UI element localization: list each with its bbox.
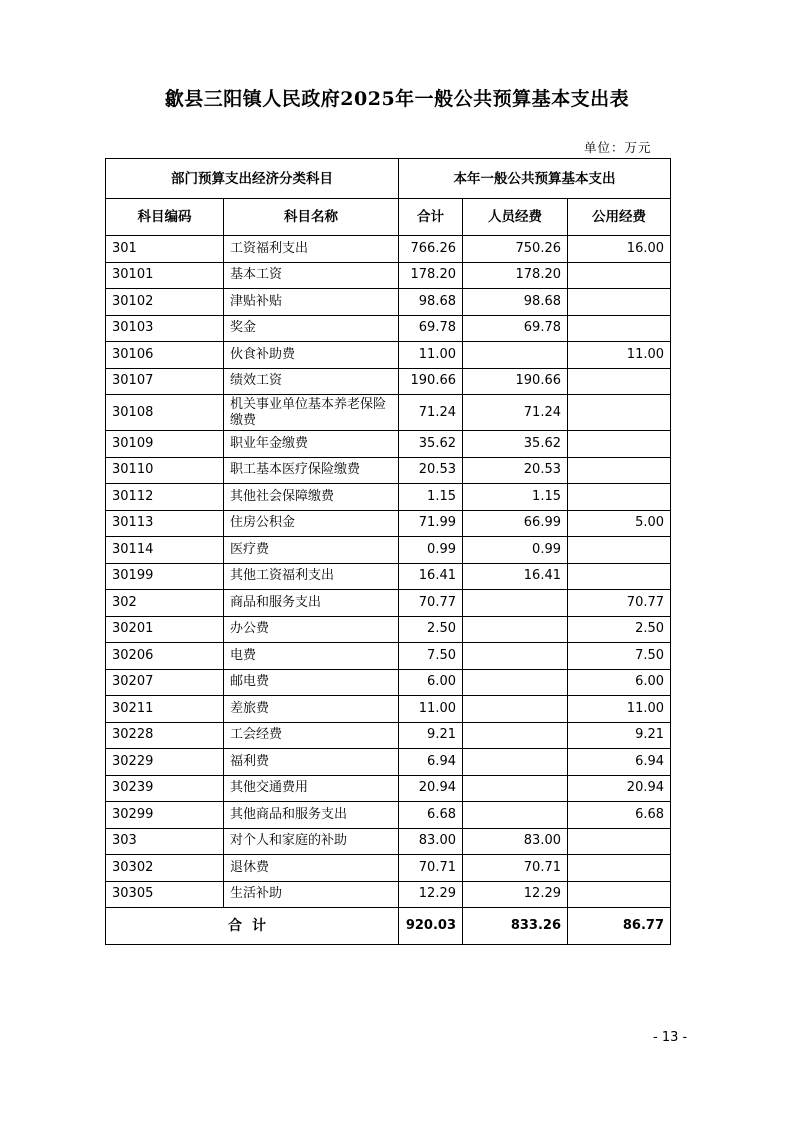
row-code: 30206 bbox=[106, 643, 224, 670]
row-total: 9.21 bbox=[399, 722, 463, 749]
row-personnel bbox=[463, 342, 568, 369]
row-code: 30101 bbox=[106, 262, 224, 289]
row-code: 30107 bbox=[106, 368, 224, 395]
row-total: 70.77 bbox=[399, 590, 463, 617]
row-code: 30102 bbox=[106, 289, 224, 316]
row-total: 6.00 bbox=[399, 669, 463, 696]
row-code: 30239 bbox=[106, 775, 224, 802]
row-name: 其他交通费用 bbox=[224, 775, 399, 802]
row-total: 71.99 bbox=[399, 510, 463, 537]
row-name: 退休费 bbox=[224, 855, 399, 882]
totals-public: 86.77 bbox=[568, 908, 671, 945]
row-code: 30103 bbox=[106, 315, 224, 342]
row-personnel bbox=[463, 643, 568, 670]
row-code: 30228 bbox=[106, 722, 224, 749]
row-public bbox=[568, 315, 671, 342]
table-row bbox=[106, 881, 671, 908]
header-total: 合计 bbox=[399, 199, 463, 236]
row-personnel: 83.00 bbox=[463, 828, 568, 855]
row-total: 1.15 bbox=[399, 484, 463, 511]
row-personnel: 12.29 bbox=[463, 881, 568, 908]
row-code: 30109 bbox=[106, 431, 224, 458]
row-code: 30305 bbox=[106, 881, 224, 908]
row-code: 30199 bbox=[106, 563, 224, 590]
table-row bbox=[106, 368, 671, 395]
row-name: 职业年金缴费 bbox=[224, 431, 399, 458]
header-name: 科目名称 bbox=[224, 199, 399, 236]
row-total: 83.00 bbox=[399, 828, 463, 855]
table-row bbox=[106, 802, 671, 829]
row-total: 178.20 bbox=[399, 262, 463, 289]
header-group-right: 本年一般公共预算基本支出 bbox=[399, 159, 671, 199]
table-row bbox=[106, 431, 671, 458]
row-name: 住房公积金 bbox=[224, 510, 399, 537]
header-group-left: 部门预算支出经济分类科目 bbox=[106, 159, 399, 199]
row-personnel: 16.41 bbox=[463, 563, 568, 590]
row-personnel: 35.62 bbox=[463, 431, 568, 458]
row-code: 30106 bbox=[106, 342, 224, 369]
row-total: 11.00 bbox=[399, 696, 463, 723]
row-public: 11.00 bbox=[568, 696, 671, 723]
row-name: 电费 bbox=[224, 643, 399, 670]
row-total: 12.29 bbox=[399, 881, 463, 908]
row-personnel bbox=[463, 802, 568, 829]
row-total: 71.24 bbox=[399, 395, 463, 431]
row-total: 7.50 bbox=[399, 643, 463, 670]
row-public: 7.50 bbox=[568, 643, 671, 670]
row-total: 70.71 bbox=[399, 855, 463, 882]
row-personnel: 70.71 bbox=[463, 855, 568, 882]
row-total: 11.00 bbox=[399, 342, 463, 369]
totals-label: 合计 bbox=[106, 908, 399, 945]
row-code: 30302 bbox=[106, 855, 224, 882]
row-public bbox=[568, 484, 671, 511]
table-row bbox=[106, 236, 671, 263]
budget-table bbox=[105, 158, 671, 945]
row-code: 30207 bbox=[106, 669, 224, 696]
row-total: 190.66 bbox=[399, 368, 463, 395]
row-code: 30114 bbox=[106, 537, 224, 564]
row-total: 69.78 bbox=[399, 315, 463, 342]
row-name: 绩效工资 bbox=[224, 368, 399, 395]
row-code: 30201 bbox=[106, 616, 224, 643]
table-row bbox=[106, 722, 671, 749]
row-total: 98.68 bbox=[399, 289, 463, 316]
row-public: 11.00 bbox=[568, 342, 671, 369]
row-total: 6.94 bbox=[399, 749, 463, 776]
table-row bbox=[106, 696, 671, 723]
row-total: 35.62 bbox=[399, 431, 463, 458]
row-name: 津贴补贴 bbox=[224, 289, 399, 316]
row-name: 工资福利支出 bbox=[224, 236, 399, 263]
row-name: 医疗费 bbox=[224, 537, 399, 564]
row-name: 伙食补助费 bbox=[224, 342, 399, 369]
row-name: 生活补助 bbox=[224, 881, 399, 908]
row-public: 6.68 bbox=[568, 802, 671, 829]
totals-personnel: 833.26 bbox=[463, 908, 568, 945]
row-name: 工会经费 bbox=[224, 722, 399, 749]
row-personnel: 750.26 bbox=[463, 236, 568, 263]
row-public bbox=[568, 537, 671, 564]
row-name: 其他社会保障缴费 bbox=[224, 484, 399, 511]
table-row bbox=[106, 457, 671, 484]
row-personnel: 98.68 bbox=[463, 289, 568, 316]
row-name: 商品和服务支出 bbox=[224, 590, 399, 617]
row-code: 30299 bbox=[106, 802, 224, 829]
table-row bbox=[106, 616, 671, 643]
table-row bbox=[106, 828, 671, 855]
row-code: 30211 bbox=[106, 696, 224, 723]
table-row bbox=[106, 775, 671, 802]
row-code: 301 bbox=[106, 236, 224, 263]
totals-row bbox=[106, 908, 671, 945]
row-name: 差旅费 bbox=[224, 696, 399, 723]
row-personnel bbox=[463, 722, 568, 749]
row-name: 其他工资福利支出 bbox=[224, 563, 399, 590]
row-public: 20.94 bbox=[568, 775, 671, 802]
row-personnel bbox=[463, 616, 568, 643]
row-code: 303 bbox=[106, 828, 224, 855]
row-personnel bbox=[463, 696, 568, 723]
row-public bbox=[568, 368, 671, 395]
row-code: 30110 bbox=[106, 457, 224, 484]
row-personnel bbox=[463, 775, 568, 802]
table-row bbox=[106, 484, 671, 511]
row-public: 70.77 bbox=[568, 590, 671, 617]
row-name: 福利费 bbox=[224, 749, 399, 776]
row-code: 30113 bbox=[106, 510, 224, 537]
row-public bbox=[568, 828, 671, 855]
page-number: - 13 - bbox=[653, 1030, 688, 1045]
page-title: 歙县三阳镇人民政府2025年一般公共预算基本支出表 bbox=[164, 88, 630, 110]
table-row bbox=[106, 537, 671, 564]
row-code: 30108 bbox=[106, 395, 224, 431]
row-name: 其他商品和服务支出 bbox=[224, 802, 399, 829]
table-row bbox=[106, 669, 671, 696]
table-row bbox=[106, 563, 671, 590]
row-public: 5.00 bbox=[568, 510, 671, 537]
row-personnel: 66.99 bbox=[463, 510, 568, 537]
row-total: 2.50 bbox=[399, 616, 463, 643]
table-row bbox=[106, 395, 671, 431]
row-public: 16.00 bbox=[568, 236, 671, 263]
row-code: 302 bbox=[106, 590, 224, 617]
table-row bbox=[106, 262, 671, 289]
row-name: 对个人和家庭的补助 bbox=[224, 828, 399, 855]
row-personnel: 20.53 bbox=[463, 457, 568, 484]
row-code: 30229 bbox=[106, 749, 224, 776]
row-personnel: 0.99 bbox=[463, 537, 568, 564]
row-total: 0.99 bbox=[399, 537, 463, 564]
totals-total: 920.03 bbox=[399, 908, 463, 945]
row-personnel: 190.66 bbox=[463, 368, 568, 395]
table-row bbox=[106, 590, 671, 617]
row-personnel: 178.20 bbox=[463, 262, 568, 289]
table-row bbox=[106, 342, 671, 369]
table-row bbox=[106, 855, 671, 882]
row-name: 基本工资 bbox=[224, 262, 399, 289]
unit-label: 单位：万元 bbox=[584, 140, 652, 155]
row-personnel bbox=[463, 669, 568, 696]
row-code: 30112 bbox=[106, 484, 224, 511]
row-total: 6.68 bbox=[399, 802, 463, 829]
row-total: 766.26 bbox=[399, 236, 463, 263]
row-total: 16.41 bbox=[399, 563, 463, 590]
row-personnel: 1.15 bbox=[463, 484, 568, 511]
row-public bbox=[568, 431, 671, 458]
header-public: 公用经费 bbox=[568, 199, 671, 236]
row-public bbox=[568, 262, 671, 289]
table-row bbox=[106, 289, 671, 316]
header-code: 科目编码 bbox=[106, 199, 224, 236]
row-total: 20.53 bbox=[399, 457, 463, 484]
row-total: 20.94 bbox=[399, 775, 463, 802]
row-public bbox=[568, 395, 671, 431]
row-name: 邮电费 bbox=[224, 669, 399, 696]
row-public bbox=[568, 855, 671, 882]
row-personnel: 69.78 bbox=[463, 315, 568, 342]
row-public: 9.21 bbox=[568, 722, 671, 749]
table-row bbox=[106, 510, 671, 537]
row-personnel bbox=[463, 590, 568, 617]
row-personnel bbox=[463, 749, 568, 776]
row-public: 2.50 bbox=[568, 616, 671, 643]
table-body bbox=[106, 236, 671, 908]
row-public bbox=[568, 881, 671, 908]
row-name: 奖金 bbox=[224, 315, 399, 342]
row-name: 机关事业单位基本养老保险缴费 bbox=[224, 395, 399, 431]
header-personnel: 人员经费 bbox=[463, 199, 568, 236]
row-public bbox=[568, 289, 671, 316]
row-public bbox=[568, 563, 671, 590]
row-public bbox=[568, 457, 671, 484]
row-name: 职工基本医疗保险缴费 bbox=[224, 457, 399, 484]
row-public: 6.00 bbox=[568, 669, 671, 696]
table-row bbox=[106, 749, 671, 776]
row-name: 办公费 bbox=[224, 616, 399, 643]
row-public: 6.94 bbox=[568, 749, 671, 776]
row-personnel: 71.24 bbox=[463, 395, 568, 431]
table-row bbox=[106, 643, 671, 670]
table-row bbox=[106, 315, 671, 342]
